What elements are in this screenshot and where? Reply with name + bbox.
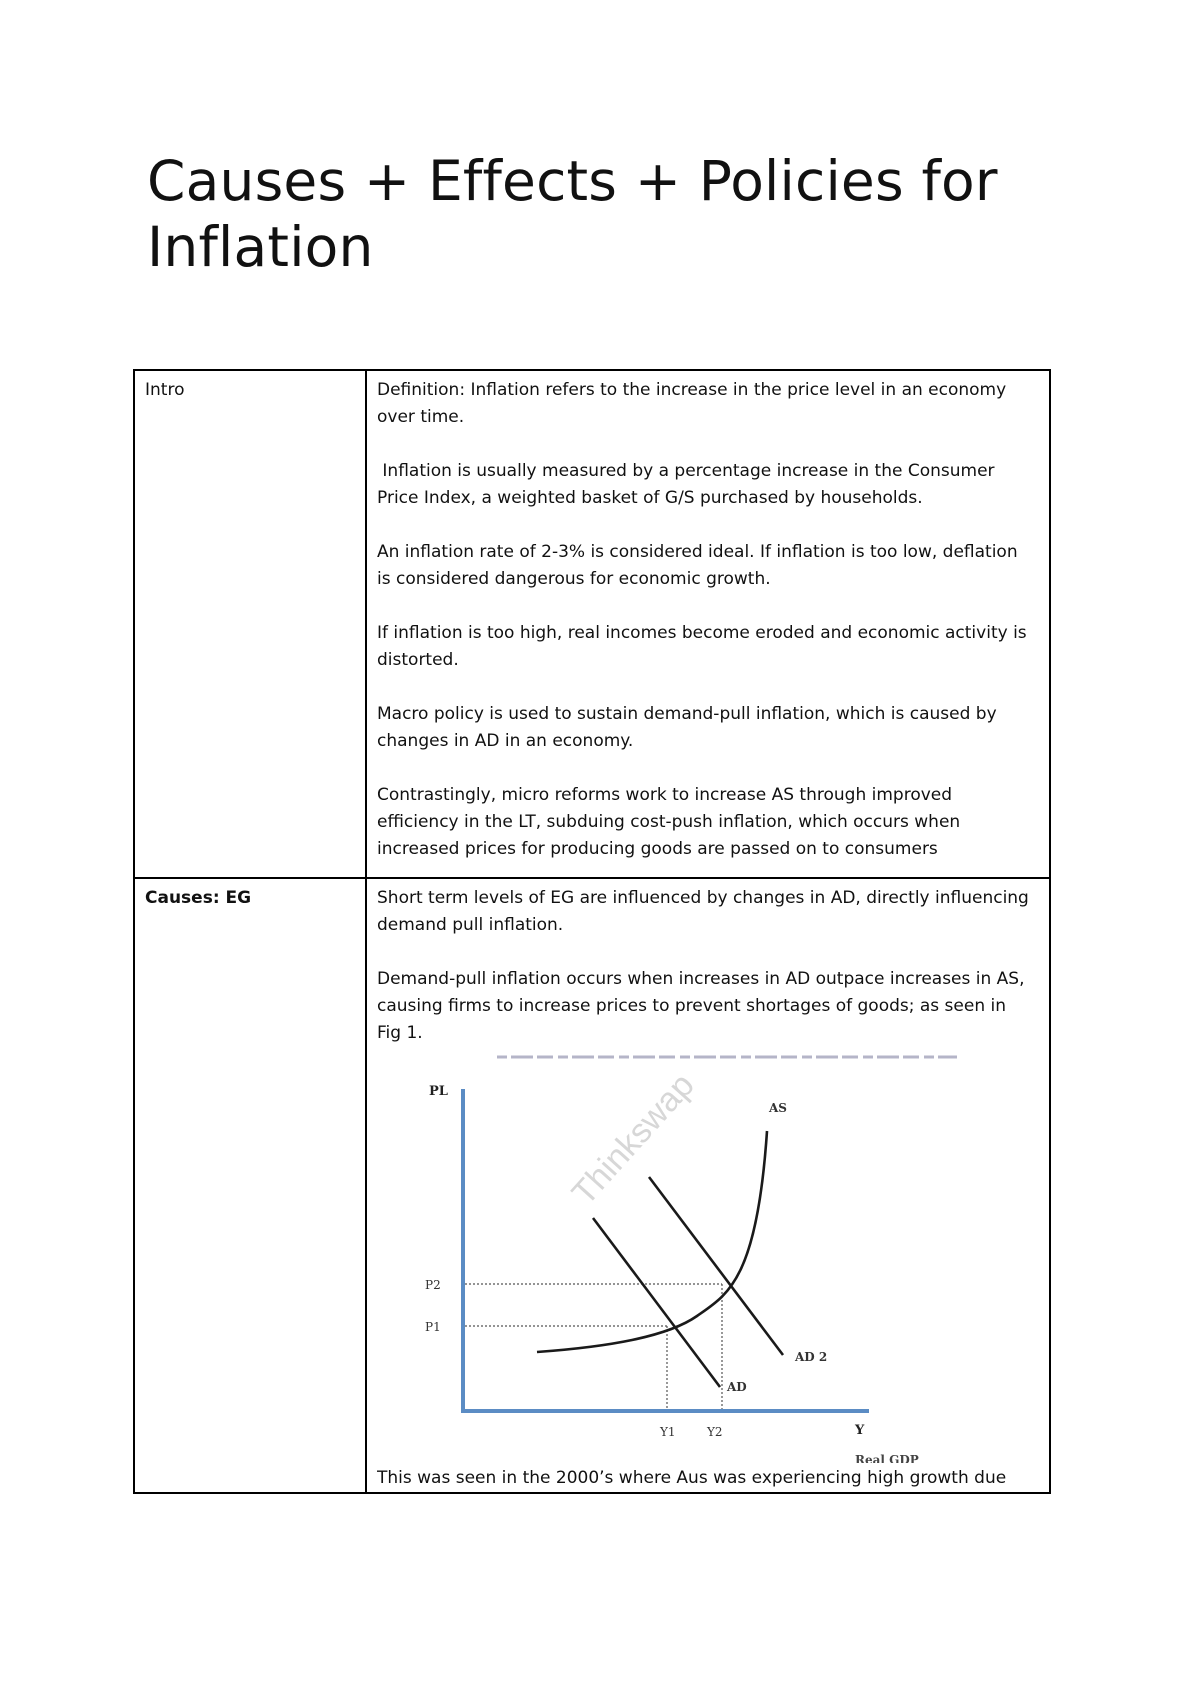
y-axis-label: PL <box>429 1084 448 1099</box>
row-content-intro <box>366 370 1050 878</box>
row-label-intro: Intro <box>134 370 366 878</box>
causes-trailing-text: This was seen in the 2000’s where Aus was experiencing high growth due <box>377 1468 1007 1488</box>
notes-table <box>133 369 1051 1494</box>
document-title: Causes + Effects + Policies for Inflation <box>147 149 998 279</box>
intro-paragraph-high-inflation: If inflation is too high, real incomes become eroded and economic activity is distorted. <box>377 623 1027 670</box>
ad2-curve <box>649 1177 783 1355</box>
table-row-causes <box>134 878 1050 1493</box>
intro-paragraph-micro-reforms: Contrastingly, micro reforms work to increase AS through improved efficiency in the LT, subduing cost-push inflation, which occurs when increased prices for producing goods are passed on to consumers <box>377 785 961 859</box>
row-content-causes <box>366 878 1050 1493</box>
x-axis-caption: Real GDP <box>855 1453 919 1463</box>
causes-paragraph-demand-pull: Demand-pull inflation occurs when increases in AD outpace increases in AS, causing firms to increase prices to prevent shortages of goods; as seen in Fig 1. <box>377 969 1025 1043</box>
y1-label: Y1 <box>660 1425 676 1439</box>
as-curve-label: AS <box>769 1101 787 1115</box>
fig-1-ad-as-diagram <box>377 1051 1017 1463</box>
intro-paragraph-macro-policy: Macro policy is used to sustain demand-pull inflation, which is caused by changes in AD in an economy. <box>377 704 997 751</box>
ad-as-diagram-svg <box>377 1051 1017 1463</box>
thinkswap-watermark: Thinkswap <box>564 1066 702 1213</box>
p1-label: P1 <box>425 1320 441 1334</box>
x-axis-label: Y <box>855 1423 865 1438</box>
row-label-causes: Causes: EG <box>134 878 366 1493</box>
as-curve <box>537 1131 767 1352</box>
intro-paragraph-definition: Definition: Inflation refers to the increase in the price level in an economy over time. <box>377 380 1007 427</box>
ad2-curve-label: AD 2 <box>795 1350 828 1364</box>
p2-label: P2 <box>425 1278 441 1292</box>
y2-label: Y2 <box>707 1425 723 1439</box>
ad-curve-label: AD <box>727 1380 747 1394</box>
table-row-intro <box>134 370 1050 878</box>
ad-curve <box>593 1218 720 1387</box>
intro-paragraph-cpi: Inflation is usually measured by a percentage increase in the Consumer Price Index, a weighted basket of G/S purchased by households. <box>377 461 1000 508</box>
causes-paragraph-short-term: Short term levels of EG are influenced by changes in AD, directly influencing demand pull inflation. <box>377 888 1029 935</box>
intro-paragraph-ideal-rate: An inflation rate of 2-3% is considered ideal. If inflation is too low, deflation is considered dangerous for economic growth. <box>377 542 1018 589</box>
